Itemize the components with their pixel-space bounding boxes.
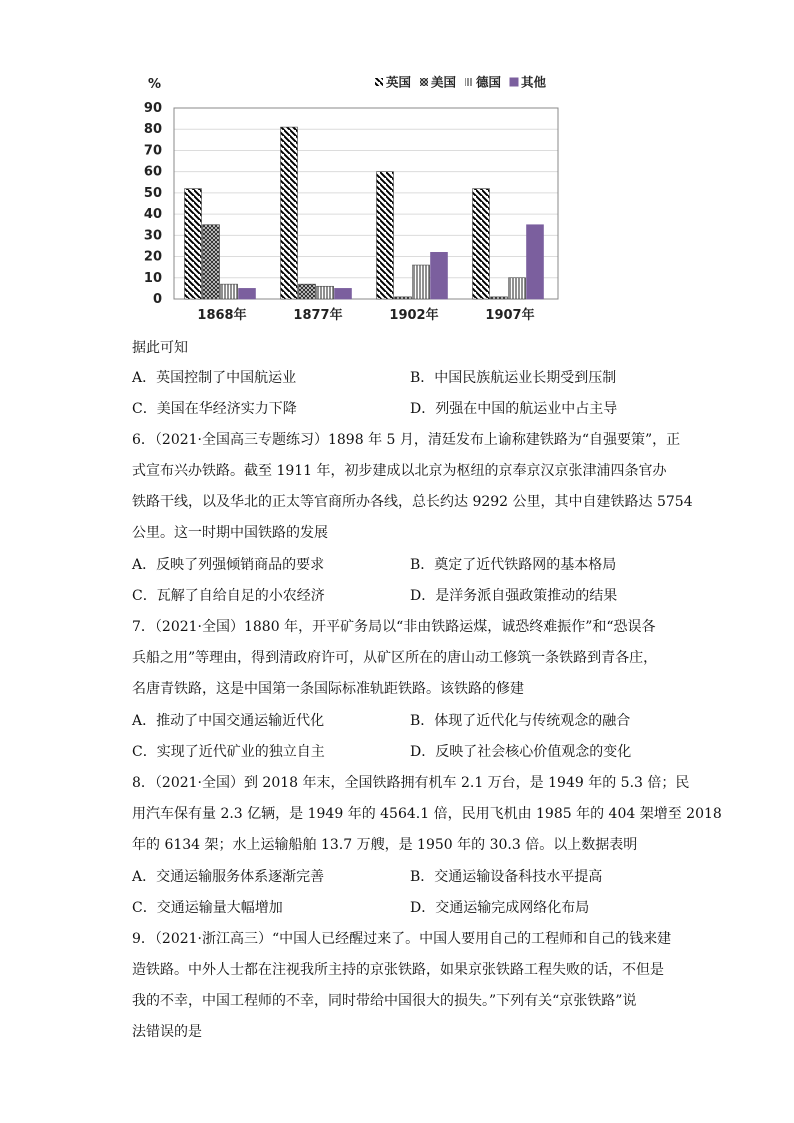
legend-label: 美国 (431, 74, 457, 90)
q6-option-d: D．是洋务派自强政策推动的结果 (410, 588, 618, 604)
q7-option-d: D．反映了社会核心价值观念的变化 (410, 744, 632, 760)
q8-option-c: C．交通运输量大幅增加 (132, 900, 283, 916)
legend-swatch (465, 78, 473, 86)
y-tick-label: 60 (143, 164, 162, 180)
bar (473, 189, 490, 299)
x-tick-label: 1877年 (293, 308, 343, 323)
bar (185, 189, 202, 299)
q6-option-b: B．奠定了近代铁路网的基本格局 (410, 557, 617, 573)
bar (491, 297, 508, 299)
q7-line-1: 7．（2021·全国）1880 年，开平矿务局以“非由铁路运煤，诚恐终难振作”和“恐误各 (132, 619, 656, 635)
q9-line-4: 法错误的是 (132, 1024, 202, 1040)
q8-line-1: 8．（2021·全国）到 2018 年末，全国铁路拥有机车 2.1 万台，是 1949 年的 5.3 倍；民 (132, 775, 690, 791)
legend-swatch (420, 78, 428, 86)
q6-line-4: 公里。这一时期中国铁路的发展 (132, 525, 328, 541)
bar (527, 225, 544, 299)
bar (395, 297, 412, 299)
y-tick-label: 70 (143, 143, 162, 159)
y-tick-label: 30 (143, 228, 162, 244)
bar (203, 225, 220, 299)
bar (221, 284, 238, 299)
q5-option-d: D．列强在中国的航运业中占主导 (410, 401, 618, 417)
q9-line-1: 9．（2021·浙江高三）“中国人已经醒过来了。中国人要用自己的工程师和自己的钱来建 (132, 931, 672, 947)
q6-option-c: C．瓦解了自给自足的小农经济 (132, 588, 325, 604)
bar (239, 288, 256, 299)
q7-option-b: B．体现了近代化与传统观念的融合 (410, 713, 631, 729)
intro-text: 据此可知 (132, 340, 188, 356)
bar (431, 252, 448, 299)
q5-option-c: C．美国在华经济实力下降 (132, 401, 297, 417)
bar (281, 127, 298, 299)
legend-label: 其他 (521, 74, 547, 90)
bar (299, 284, 316, 299)
plot-frame (174, 108, 558, 299)
x-tick-label: 1907年 (485, 308, 535, 323)
chart-svg (140, 70, 570, 330)
q7-option-c: C．实现了近代矿业的独立自主 (132, 744, 325, 760)
q9-line-2: 造铁路。中外人士都在注视我所主持的京张铁路，如果京张铁路工程失败的话，不但是 (132, 962, 664, 978)
bar (317, 286, 334, 299)
q6-option-a: A．反映了列强倾销商品的要求 (132, 557, 325, 573)
y-tick-label: 20 (143, 249, 162, 265)
x-tick-label: 1902年 (389, 308, 439, 323)
chart-legend (375, 75, 547, 90)
q8-option-b: B．交通运输设备科技水平提高 (410, 869, 603, 885)
legend-swatch (375, 78, 383, 86)
bar (413, 265, 430, 299)
bar (335, 288, 352, 299)
y-unit-label: % (148, 77, 162, 92)
chart-bars (185, 127, 544, 299)
y-tick-label: 80 (143, 122, 162, 138)
q8-line-2: 用汽车保有量 2.3 亿辆，是 1949 年的 4564.1 倍，民用飞机由 1985 年的 404 架增至 2018 (132, 806, 722, 822)
chart-grid (174, 129, 558, 278)
q7-line-3: 名唐青铁路，这是中国第一条国际标准轨距铁路。该铁路的修建 (132, 681, 524, 697)
legend-label: 英国 (386, 74, 412, 90)
legend-swatch (510, 78, 518, 86)
q6-line-1: 6．（2021·全国高三专题练习）1898 年 5 月，清廷发布上谕称建铁路为“自强要策”，正 (132, 432, 681, 448)
q8-line-3: 年的 6134 架；水上运输船舶 13.7 万艘，是 1950 年的 30.3 倍。以上数据表明 (132, 837, 638, 853)
q6-line-3: 铁路干线，以及华北的正太等官商所办各线，总长约达 9292 公里，其中自建铁路达 5754 (132, 494, 693, 510)
q8-option-a: A．交通运输服务体系逐渐完善 (132, 869, 325, 885)
y-tick-label: 90 (143, 101, 162, 116)
bar (509, 278, 526, 299)
q5-option-a: A．英国控制了中国航运业 (132, 370, 297, 386)
q8-option-d: D．交通运输完成网络化布局 (410, 900, 590, 916)
legend-label: 德国 (476, 74, 502, 90)
bar-chart (140, 70, 570, 330)
x-tick-label: 1868年 (197, 308, 247, 323)
q7-line-2: 兵船之用”等理由，得到清政府许可，从矿区所在的唐山动工修筑一条铁路到青各庄， (132, 650, 658, 666)
q9-line-3: 我的不幸，中国工程师的不幸，同时带给中国很大的损失。”下列有关“京张铁路”说 (132, 993, 637, 1009)
q6-line-2: 式宣布兴办铁路。截至 1911 年，初步建成以北京为枢纽的京奉京汉京张津浦四条官办 (132, 463, 667, 479)
y-tick-label: 0 (152, 292, 162, 307)
y-tick-label: 50 (143, 185, 162, 201)
q7-option-a: A．推动了中国交通运输近代化 (132, 713, 325, 729)
y-tick-label: 40 (143, 207, 162, 223)
q5-option-b: B．中国民族航运业长期受到压制 (410, 370, 617, 386)
y-tick-label: 10 (143, 270, 162, 286)
bar (377, 172, 394, 299)
